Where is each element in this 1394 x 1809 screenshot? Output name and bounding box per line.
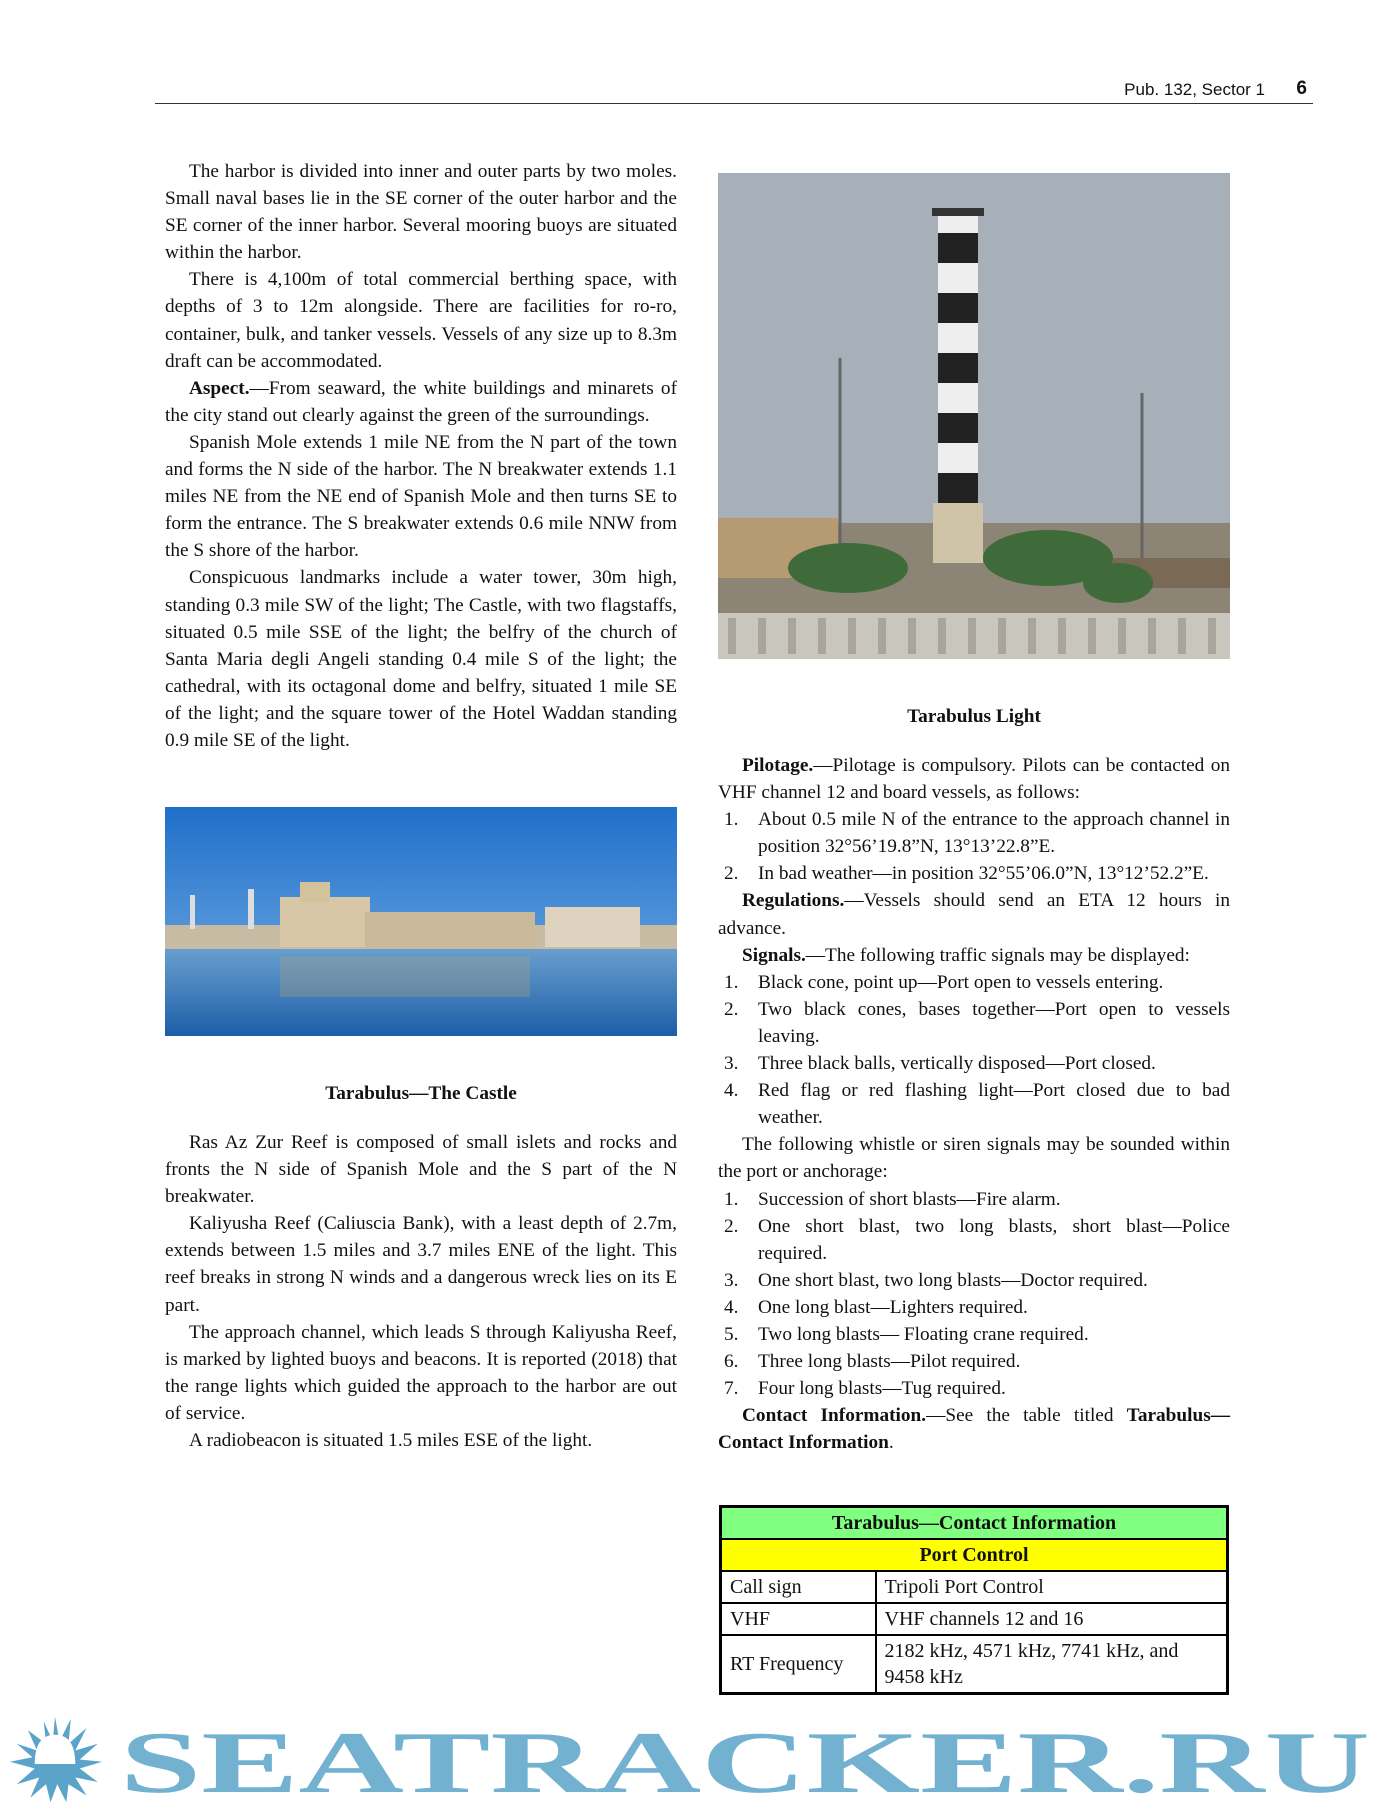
castle-photo — [165, 807, 677, 1036]
paragraph: The approach channel, which leads S through Kaliyusha Reef, is marked by lighted buoys and beacons. It is reported (2018) that the range lights which guided the approach to the harbor are out of service. — [165, 1321, 677, 1424]
paragraph: Ras Az Zur Reef is composed of small islets and rocks and fronts the N side of Spanish Mole and the S part of the N breakwater. — [165, 1132, 677, 1208]
item-number: 2. — [724, 998, 739, 1020]
item-text: One long blast—Lighters required. — [758, 1296, 1028, 1318]
regulations-paragraph — [718, 887, 1230, 941]
pilotage-label: Pilotage. — [742, 755, 814, 776]
item-number: 6. — [724, 1351, 739, 1373]
sun-logo-icon — [10, 1717, 102, 1803]
list-item — [718, 1186, 1230, 1213]
watermark-logo — [0, 1708, 1394, 1804]
row-value: 2182 kHz, 4571 kHz, 7741 kHz, and 9458 kHz — [876, 1635, 1228, 1694]
paragraph: There is 4,100m of total commercial berthing space, with depths of 3 to 12m alongside. There are facilities for ro-ro, container, bulk, and tanker vessels. Vessels of any size up to 8.3m draft can be accommodated. — [165, 269, 677, 372]
paragraph: The harbor is divided into inner and outer parts by two moles. Small naval bases lie in the SE corner of the outer harbor and the SE corner of the inner harbor. Several mooring buoys are situated within the harbor. — [165, 161, 677, 264]
page-number: 6 — [1296, 78, 1307, 99]
signals-text: —The following traffic signals may be displayed: — [805, 944, 1190, 966]
list-item — [718, 1294, 1230, 1321]
item-number: 4. — [724, 1296, 739, 1318]
list-item — [718, 1050, 1230, 1077]
item-text: Four long blasts—Tug required. — [758, 1378, 1006, 1400]
item-text: One short blast, two long blasts—Doctor required. — [758, 1269, 1148, 1291]
item-text: Black cone, point up—Port open to vessels entering. — [758, 971, 1164, 993]
watermark-text: SEATRACKER.RU — [120, 1715, 1370, 1804]
item-text: Three black balls, vertically disposed—Port closed. — [758, 1053, 1156, 1075]
table-row — [721, 1603, 1228, 1635]
row-value: Tripoli Port Control — [876, 1571, 1228, 1603]
item-text: In bad weather—in position 32°55’06.0”N, 13°12’52.2”E. — [758, 863, 1209, 885]
list-item — [718, 1267, 1230, 1294]
left-column-lower — [165, 1129, 677, 1454]
aspect-label: Aspect. — [189, 377, 250, 399]
list-item — [718, 969, 1230, 996]
contact-end: . — [888, 1432, 894, 1454]
regulations-label: Regulations. — [742, 890, 845, 912]
paragraph: Spanish Mole extends 1 mile NE from the N part of the town and forms the N side of the harbor. The N breakwater extends 1.1 miles NE from the NE end of Spanish Mole and then turns SE to form the entrance. The S breakwater extends 0.6 mile NNW from the S shore of the harbor. — [165, 431, 677, 562]
item-number: 3. — [724, 1269, 739, 1291]
list-item — [718, 860, 1230, 887]
item-number: 5. — [724, 1323, 739, 1345]
whistle-intro: The following whistle or siren signals may be sounded within the port or anchorage: — [718, 1134, 1230, 1183]
row-key: RT Frequency — [721, 1635, 876, 1694]
lighthouse-caption: Tarabulus Light — [907, 706, 1041, 727]
item-number: 3. — [724, 1053, 739, 1075]
publication-label: Pub. 132, Sector 1 — [1124, 80, 1265, 99]
item-number: 1. — [724, 1188, 739, 1210]
pilotage-list — [718, 806, 1230, 887]
item-text: Two long blasts— Floating crane required. — [758, 1323, 1089, 1345]
item-text: Three long blasts—Pilot required. — [758, 1351, 1021, 1373]
table-section: Port Control — [721, 1539, 1228, 1571]
item-number: 4. — [724, 1080, 739, 1102]
contact-paragraph — [718, 1402, 1230, 1456]
list-item — [718, 1348, 1230, 1375]
castle-caption: Tarabulus—The Castle — [325, 1083, 517, 1104]
table-row — [721, 1571, 1228, 1603]
list-item — [718, 996, 1230, 1050]
item-number: 2. — [724, 863, 739, 885]
left-column — [165, 158, 677, 754]
pilotage-text: —Pilotage is compulsory. Pilots can be contacted on VHF channel 12 and board vessels, as follows: — [718, 755, 1230, 804]
list-item — [718, 806, 1230, 860]
watermark — [0, 1708, 1394, 1804]
item-number: 7. — [724, 1378, 739, 1400]
contact-information-table — [719, 1505, 1229, 1695]
list-item — [718, 1077, 1230, 1131]
lighthouse-photo — [718, 173, 1230, 659]
signals-list — [718, 969, 1230, 1132]
item-number: 1. — [724, 809, 739, 831]
contact-label: Contact Information. — [742, 1405, 927, 1427]
aspect-text: —From seaward, the white buildings and minarets of the city stand out clearly against the green of the surroundings. — [165, 377, 677, 426]
right-column — [718, 752, 1230, 1456]
paragraph: Kaliyusha Reef (Caliuscia Bank), with a least depth of 2.7m, extends between 1.5 miles and 3.7 miles ENE of the light. This reef breaks in strong N winds and a dangerous wreck lies on its E part. — [165, 1213, 677, 1316]
aspect-paragraph — [165, 375, 677, 429]
contact-table-reference: Tarabulus—Contact Information — [718, 1405, 1230, 1454]
paragraph: Conspicuous landmarks include a water tower, 30m high, standing 0.3 mile SW of the light; The Castle, with two flagstaffs, situated 0.5 mile SSE of the light; the belfry of the church of Santa Maria degli Angeli standing 0.4 mile S of the light; the cathedral, with its octagonal dome and belfry, situated 1 mile SE of the light; and the square tower of the Hotel Waddan standing 0.9 mile SE of the light. — [165, 567, 677, 751]
row-key: VHF — [721, 1603, 876, 1635]
table-title: Tarabulus—Contact Information — [721, 1507, 1228, 1540]
item-number: 1. — [724, 971, 739, 993]
item-text: About 0.5 mile N of the entrance to the approach channel in position 32°56’19.8”N, 13°13’22.8”E. — [758, 809, 1230, 858]
list-item — [718, 1213, 1230, 1267]
item-number: 2. — [724, 1215, 739, 1237]
pilotage-paragraph — [718, 752, 1230, 806]
running-header — [155, 78, 1313, 104]
row-value: VHF channels 12 and 16 — [876, 1603, 1228, 1635]
item-text: Red flag or red flashing light—Port closed due to bad weather. — [758, 1080, 1230, 1129]
regulations-text: —Vessels should send an ETA 12 hours in advance. — [718, 890, 1230, 939]
item-text: Two black cones, bases together—Port open to vessels leaving. — [758, 998, 1230, 1047]
list-item — [718, 1321, 1230, 1348]
list-item — [718, 1375, 1230, 1402]
paragraph: A radiobeacon is situated 1.5 miles ESE of the light. — [189, 1430, 593, 1452]
whistle-list — [718, 1186, 1230, 1403]
contact-text: —See the table titled — [926, 1405, 1127, 1427]
signals-paragraph — [718, 942, 1230, 969]
signals-label: Signals. — [742, 944, 806, 966]
table-row — [721, 1635, 1228, 1694]
item-text: Succession of short blasts—Fire alarm. — [758, 1188, 1061, 1210]
row-key: Call sign — [721, 1571, 876, 1603]
item-text: One short blast, two long blasts, short blast—Police required. — [758, 1215, 1230, 1264]
